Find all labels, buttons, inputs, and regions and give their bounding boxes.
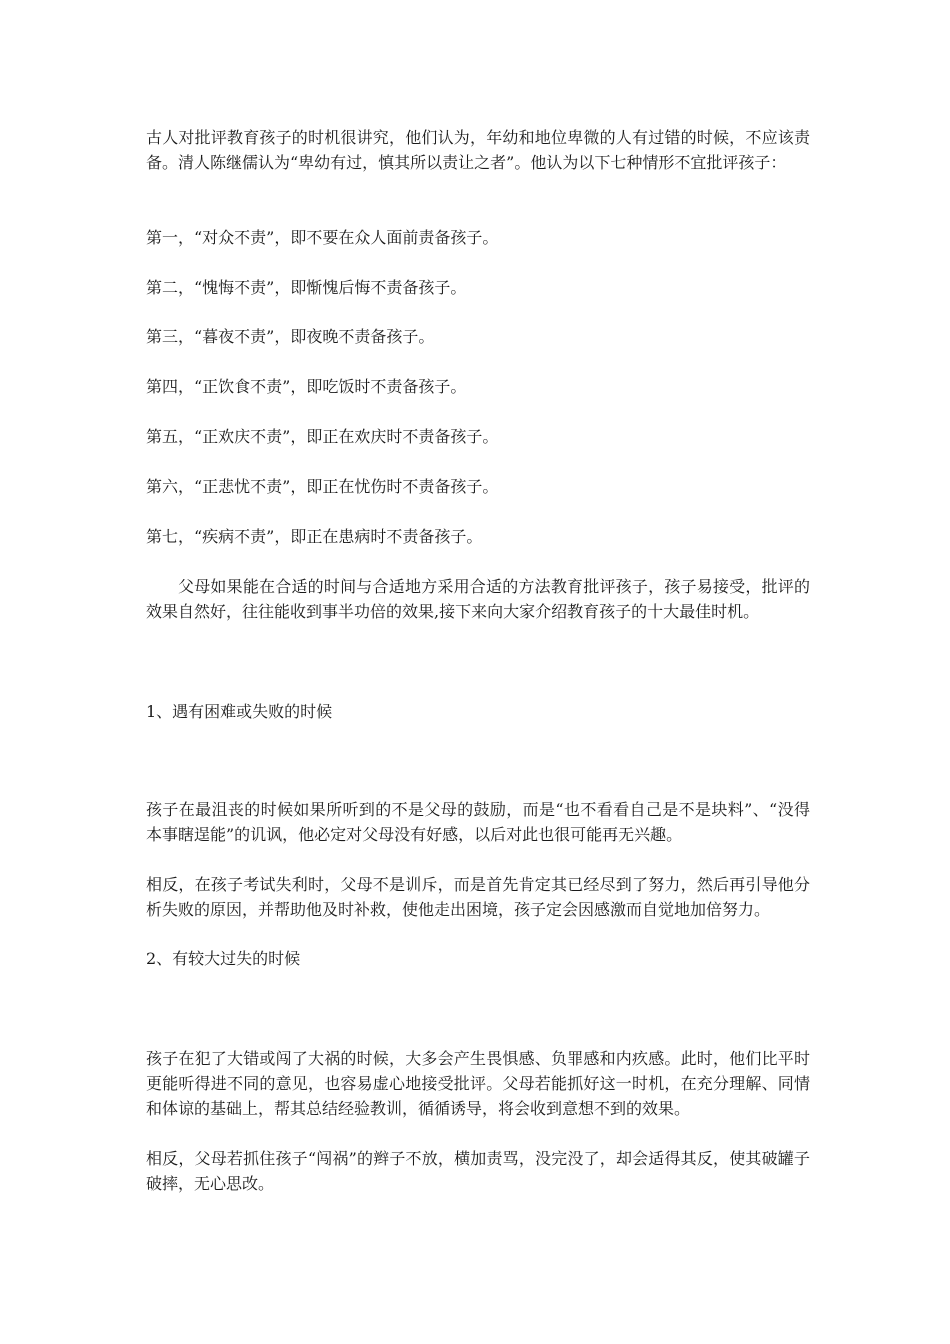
- rule-3: 第三，“暮夜不责”，即夜晚不责备孩子。: [146, 327, 435, 346]
- section-heading-2: 2、有较大过失的时候: [146, 949, 301, 968]
- intro-paragraph: 古人对批评教育孩子的时机很讲究，他们认为，年幼和地位卑微的人有过错的时候，不应该责备。清人陈继儒认为“卑幼有过，慎其所以责让之者”。他认为以下七种情形不宜批评孩子：: [146, 128, 810, 172]
- rule-6: 第六，“正悲忧不责”，即正在忧伤时不责备孩子。: [146, 477, 499, 496]
- section2-paragraph-1: 孩子在犯了大错或闯了大祸的时候，大多会产生畏惧感、负罪感和内疚感。此时，他们比平时更能听得进不同的意见，也容易虚心地接受批评。父母若能抓好这一时机，在充分理解、同情和体谅的基础上，帮其总结经验教训，循循诱导，将会收到意想不到的效果。: [146, 1049, 810, 1118]
- section-heading-1: 1、遇有困难或失败的时候: [146, 702, 333, 721]
- rule-4: 第四，“正饮食不责”，即吃饭时不责备孩子。: [146, 377, 467, 396]
- rule-5: 第五，“正欢庆不责”，即正在欢庆时不责备孩子。: [146, 427, 499, 446]
- rule-1: 第一，“对众不责”，即不要在众人面前责备孩子。: [146, 228, 499, 247]
- section1-paragraph-1: 孩子在最沮丧的时候如果所听到的不是父母的鼓励，而是“也不看看自己是不是块料”、“没得本事瞎逞能”的讥讽，他必定对父母没有好感，以后对此也很可能再无兴趣。: [146, 800, 810, 844]
- section2-paragraph-2: 相反，父母若抓住孩子“闯祸”的辫子不放，横加责骂，没完没了，却会适得其反，使其破罐子破摔，无心思改。: [146, 1149, 810, 1193]
- rule-7: 第七，“疾病不责”，即正在患病时不责备孩子。: [146, 527, 483, 546]
- transition-paragraph: 父母如果能在合适的时间与合适地方采用合适的方法教育批评孩子，孩子易接受，批评的效果自然好，往往能收到事半功倍的效果,接下来向大家介绍教育孩子的十大最佳时机。: [146, 577, 810, 621]
- rule-2: 第二，“愧悔不责”，即惭愧后悔不责备孩子。: [146, 278, 467, 297]
- section1-paragraph-2: 相反，在孩子考试失利时，父母不是训斥，而是首先肯定其已经尽到了努力，然后再引导他分析失败的原因，并帮助他及时补救，使他走出困境，孩子定会因感激而自觉地加倍努力。: [146, 875, 810, 919]
